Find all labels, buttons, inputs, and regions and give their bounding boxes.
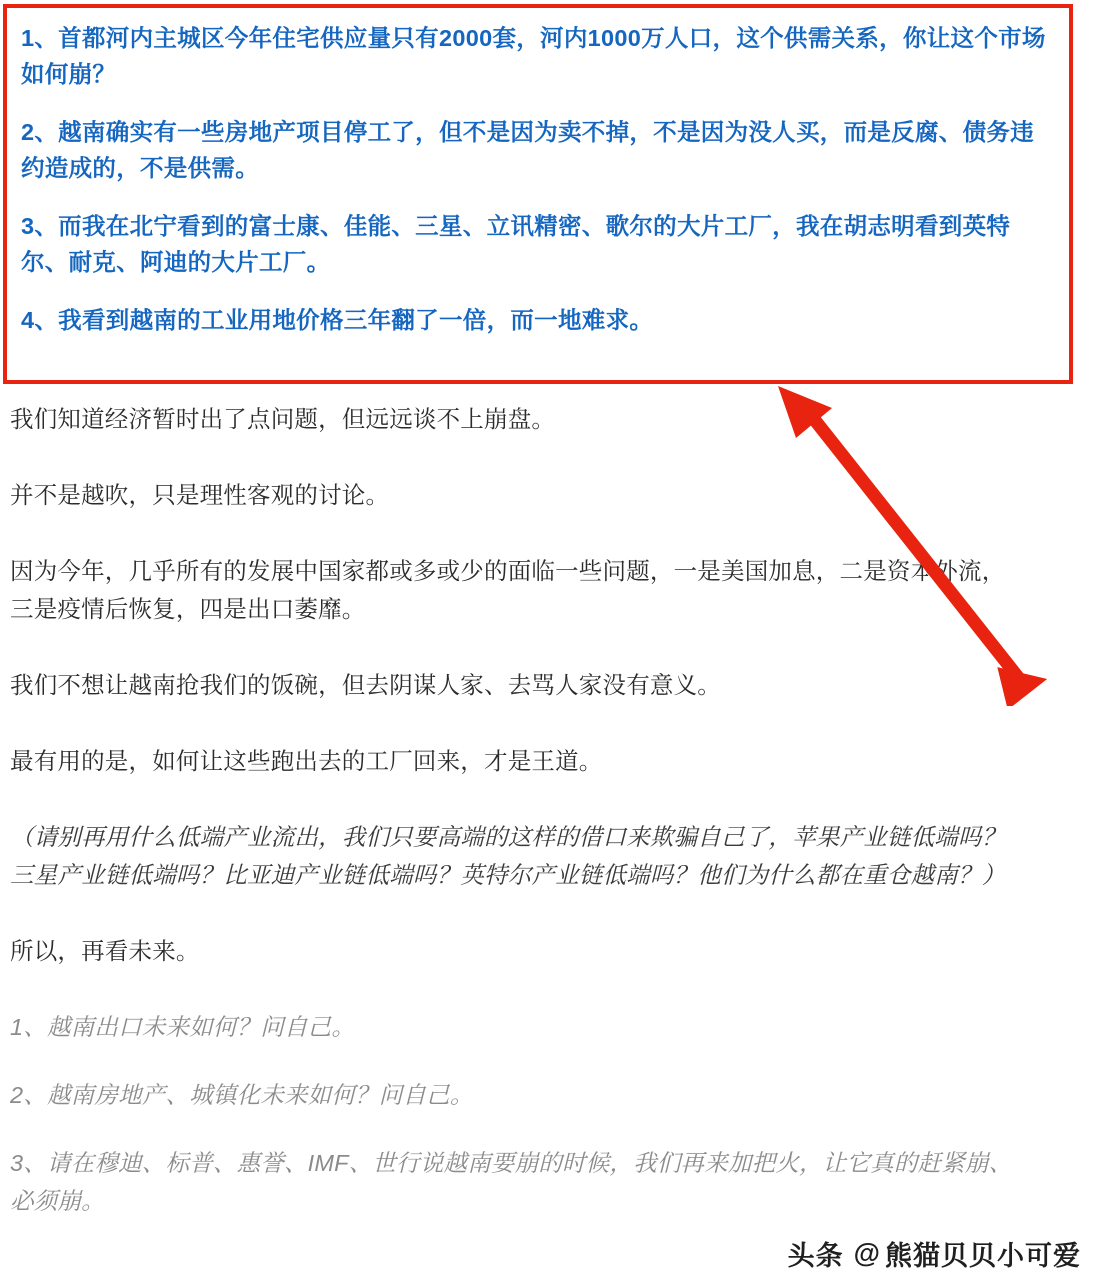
body-gray-item-1: 1、越南出口未来如何？问自己。: [10, 1014, 356, 1040]
highlighted-quote-content: [7, 8, 1069, 338]
watermark-author: 熊猫贝贝小可爱: [885, 1241, 1081, 1271]
body-paragraph-3: 因为今年，几乎所有的发展中国家都或多或少的面临一些问题，一是美国加息，二是资本外流，三是疫情后恢复，四是出口萎靡。: [10, 558, 1006, 622]
highlighted-quote-box: [3, 4, 1073, 384]
body-gray-item-2: 2、越南房地产、城镇化未来如何？问自己。: [10, 1082, 474, 1108]
body-paragraph-4: 我们不想让越南抢我们的饭碗，但去阴谋人家、去骂人家没有意义。: [10, 672, 721, 698]
body-paragraph-1: 我们知道经济暂时出了点问题，但远远谈不上崩盘。: [10, 406, 556, 432]
body-transition: 所以，再看未来。: [10, 938, 200, 964]
article-body: [10, 400, 1020, 1250]
body-gray-item-3: 3、请在穆迪、标普、惠誉、IMF、世行说越南要崩的时候，我们再来加把火，让它真的赶紧崩、必须崩。: [10, 1150, 1013, 1214]
highlight-paragraph-4: 4、我看到越南的工业用地价格三年翻了一倍，而一地难求。: [21, 307, 654, 333]
body-italic-note: （请别再用什么低端产业流出，我们只要高端的这样的借口来欺骗自己了，苹果产业链低端吗？三星产业链低端吗？比亚迪产业链低端吗？英特尔产业链低端吗？他们为什么都在重仓越南？）: [10, 824, 1006, 888]
watermark-separator: @: [853, 1238, 881, 1268]
body-paragraph-2: 并不是越吹，只是理性客观的讨论。: [10, 482, 390, 508]
highlight-paragraph-2: 2、越南确实有一些房地产项目停工了，但不是因为卖不掉，不是因为没人买，而是反腐、债务违约造成的，不是供需。: [21, 119, 1034, 181]
highlight-paragraph-3: 3、而我在北宁看到的富士康、佳能、三星、立讯精密、歌尔的大片工厂，我在胡志明看到英特尔、耐克、阿迪的大片工厂。: [21, 213, 1011, 275]
body-paragraph-5: 最有用的是，如何让这些跑出去的工厂回来，才是王道。: [10, 748, 603, 774]
highlight-paragraph-1: 1、首都河内主城区今年住宅供应量只有2000套，河内1000万人口，这个供需关系，你让这个市场如何崩？: [21, 25, 1046, 87]
watermark-platform: 头条: [787, 1241, 844, 1271]
watermark: [788, 1234, 1081, 1273]
